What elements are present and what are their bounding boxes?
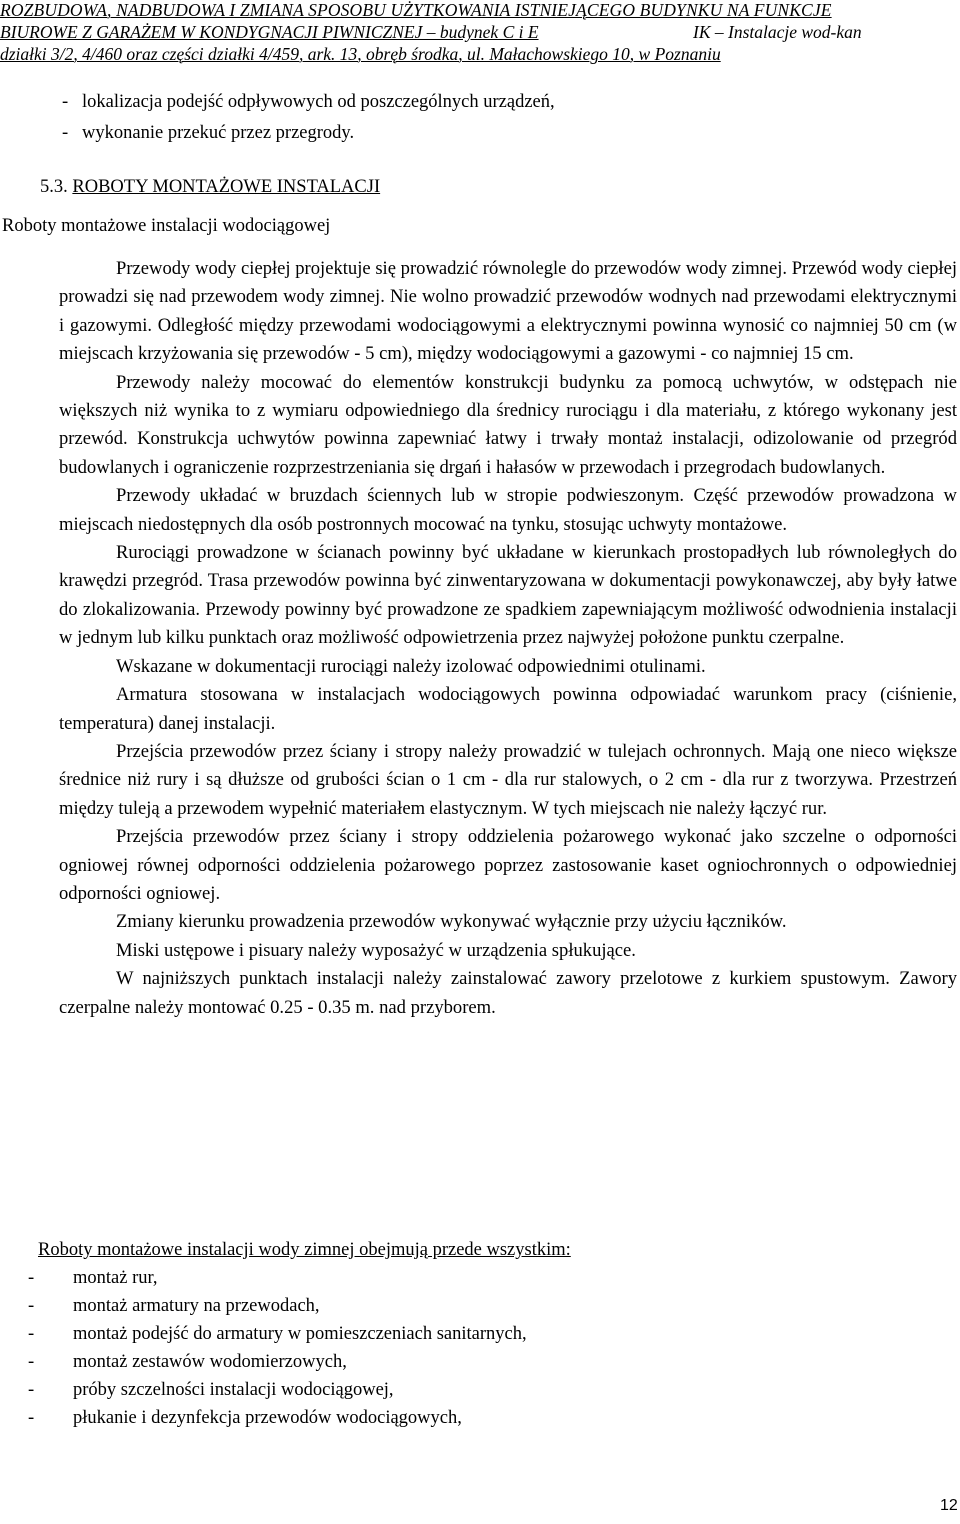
list-item: - wykonanie przekuć przez przegrody.: [62, 123, 355, 143]
section-number: 5.3.: [40, 177, 68, 197]
paragraph: Zmiany kierunku prowadzenia przewodów wykonywać wyłącznie przy użyciu łączników.: [116, 911, 787, 933]
paragraph: Przejścia przewodów przez ściany i stropy należy prowadzić w tulejach ochronnych. Mają one nieco większe średnice niż rury i są dłuższe od grubości ścian o 1 cm - dla rur stalowych, o 2 cm - dla rur z tworzywa. Przestrzeń między tuleją a przewodem wypełnić materiałem elastycznym. W tych miejscach nie należy łączyć rur.: [59, 740, 957, 819]
header-section-label: IK – Instalacje wod-kan: [693, 22, 862, 42]
paragraph: W najniższych punktach instalacji należy zainstalować zawory przelotowe z kurkiem spustowym. Zawory czerpalne należy montować 0.25 - 0.35 m. nad przyborem.: [59, 968, 957, 1018]
paragraph: Wskazane w dokumentacji rurociągi należy izolować odpowiednimi otulinami.: [116, 655, 706, 677]
header-location-line: działki 3/2, 4/460 oraz części działki 4/459, ark. 13, obręb środka, ul. Małachowskiego 10, w Poznaniu: [0, 44, 721, 64]
list-item-text: montaż rur,: [73, 1268, 158, 1288]
page-number: 12: [940, 1497, 958, 1514]
list-item: - lokalizacja podejść odpływowych od poszczególnych urządzeń,: [62, 92, 555, 112]
list-item-text: montaż podejść do armatury w pomieszczeniach sanitarnych,: [73, 1324, 527, 1344]
paragraph: Miski ustępowe i pisuary należy wyposażyć w urządzenia spłukujące.: [116, 939, 636, 961]
paragraph: Przewody należy mocować do elementów konstrukcji budynku za pomocą uchwytów, w odstępach nie większych niż wynika to z wymiaru odpowiedniego dla średnicy rurociągu i dla materiału, z którego wykonany jest przewód. Konstrukcja uchwytów powinna zapewniać łatwy i trwały montaż instalacji, odizolowanie od przegród budowlanych i ograniczenie rozprzestrzeniania się drgań i hałasów w przewodach i przegrodach budowlanych.: [59, 371, 957, 478]
paragraph: Przewody wody ciepłej projektuje się prowadzić równolegle do przewodów wody zimnej. Przewód wody ciepłej prowadzi się nad przewodem wody zimnej. Nie wolno prowadzić przewodów wodnych nad przewodami elektrycznymi i gazowymi. Odległość między przewodami wodociągowymi a elektrycznymi powinna wynosić co najmniej 50 cm (w miejscach krzyżowania się przewodów - 5 cm), między wodociągowymi a gazowymi - co najmniej 15 cm.: [59, 258, 957, 365]
header-subtitle-line: [0, 21, 960, 43]
paragraph: Przewody układać w bruzdach ściennych lub w stropie podwieszonym. Część przewodów prowadzona w miejscach niedostępnych dla osób postronnych mocować na tynku, stosując uchwyty montażowe.: [59, 485, 957, 535]
subsection-title: Roboty montażowe instalacji wodociągowej: [2, 216, 331, 236]
list-item-text: montaż zestawów wodomierzowych,: [73, 1352, 347, 1372]
list-item-text: montaż armatury na przewodach,: [73, 1296, 320, 1316]
paragraph: Przejścia przewodów przez ściany i stropy oddzielenia pożarowego wykonać jako szczelne o odporności ogniowej równej odporności oddzielenia pożarowego poprzez zastosowanie kaset ogniochronnych o odpowiedniej odporności ogniowej.: [59, 826, 957, 904]
cold-water-heading: Roboty montażowe instalacji wody zimnej obejmują przede wszystkim:: [38, 1240, 571, 1260]
body-text: [59, 255, 957, 1022]
section-heading: [40, 175, 380, 199]
paragraph: Rurociągi prowadzone w ścianach powinny być układane w kierunkach prostopadłych lub równoległych do krawędzi przegród. Trasa przewodów powinna być zinwentaryzowana w dokumentacji powykonawczej, aby były łatwe do zlokalizowania. Przewody powinny być prowadzone ze spadkiem zapewniającym możliwość odwodnienia instalacji w jednym lub kilku punktach oraz możliwość odpowietrzenia przez najwyżej położone punktu czerpalne.: [59, 542, 957, 649]
header-building-label: BIUROWE Z GARAŻEM W KONDYGNACJI PIWNICZNEJ – budynek C i E: [0, 22, 539, 42]
list-item-text: płukanie i dezynfekcja przewodów wodociągowych,: [73, 1408, 462, 1428]
header-title-line: ROZBUDOWA, NADBUDOWA I ZMIANA SPOSOBU UŻYTKOWANIA ISTNIEJĄCEGO BUDYNKU NA FUNKCJE: [0, 0, 832, 20]
list-item-text: wykonanie przekuć przez przegrody.: [82, 123, 355, 143]
list-item-text: lokalizacja podejść odpływowych od poszczególnych urządzeń,: [82, 92, 555, 112]
paragraph: Armatura stosowana w instalacjach wodociągowych powinna odpowiadać warunkom pracy (ciśnienie, temperatura) danej instalacji.: [59, 684, 957, 734]
list-item-text: próby szczelności instalacji wodociągowej,: [73, 1380, 394, 1400]
section-title: ROBOTY MONTAŻOWE INSTALACJI: [72, 177, 381, 197]
